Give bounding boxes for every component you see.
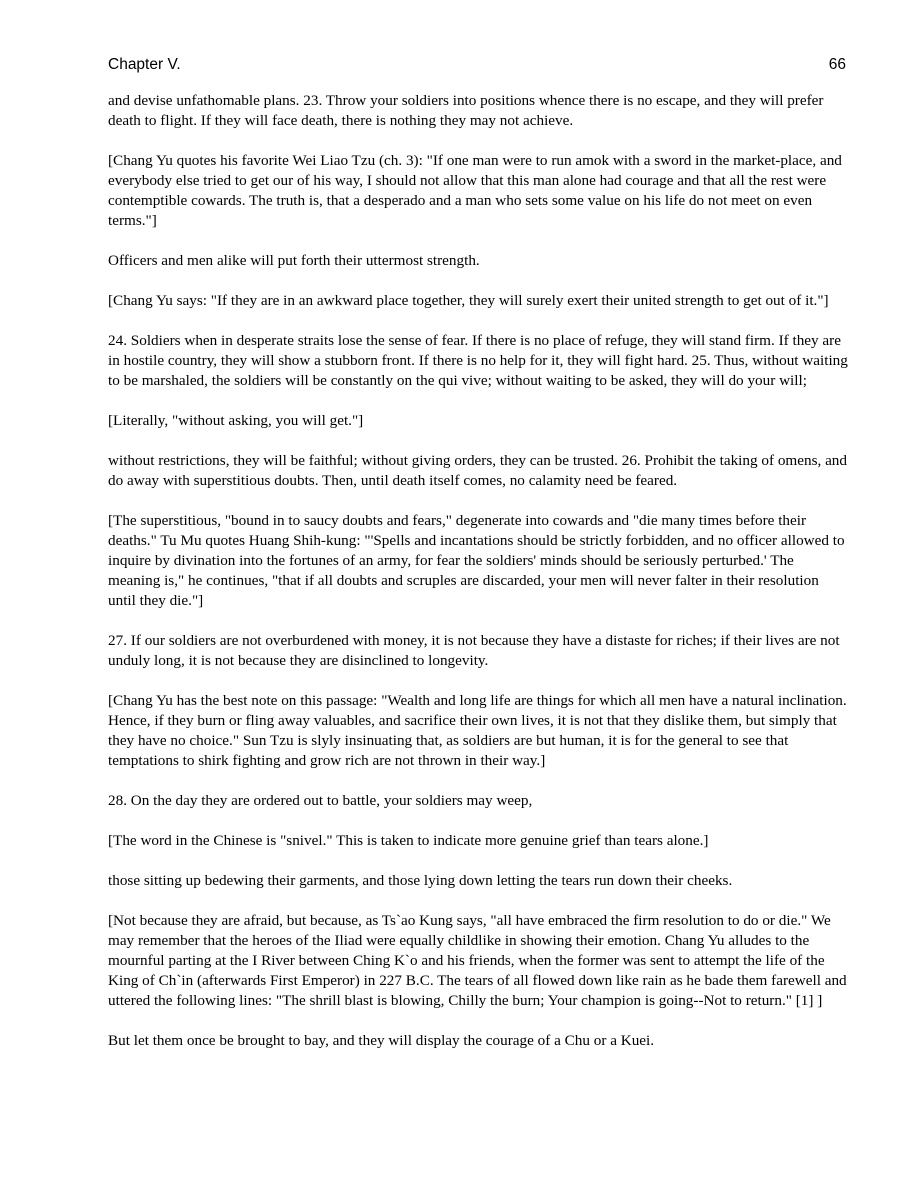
chapter-title: Chapter V.: [108, 56, 181, 73]
paragraph-5: 24. Soldiers when in desperate straits lose the sense of fear. If there is no place of refuge, they will stand firm. If they are in hostile country, they will show a stubborn front. If there is no help for it, they will fight hard. 25. Thus, without waiting to be marshaled, the soldiers will be constantly on the qui vive; without waiting to be asked, they will do your will;: [108, 332, 848, 389]
paragraph-9: 27. If our soldiers are not overburdened with money, it is not because they have a distaste for riches; if their lives are not unduly long, it is not because they are disinclined to longevity.: [108, 632, 840, 669]
paragraph-11: 28. On the day they are ordered out to battle, your soldiers may weep,: [108, 792, 533, 809]
paragraph-7: without restrictions, they will be faithful; without giving orders, they can be trusted. 26. Prohibit the taking of omens, and do away with superstitious doubts. Then, until death itself comes, no calamity need be feared.: [108, 452, 847, 489]
paragraph-14: [Not because they are afraid, but because, as Ts`ao Kung says, "all have embraced the firm resolution to do or die." We may remember that the heroes of the Iliad were equally childlike in showing their emotion. Chang Yu alludes to the mournful parting at the I River between Ching K`o and his friends, when the former was sent to attempt the life of the King of Ch`in (afterwards First Emperor) in 227 B.C. The tears of all flowed down like rain as he bade them farewell and uttered the following lines: "The shrill blast is blowing, Chilly the burn; Your champion is going--Not to return." [1] ]: [108, 912, 847, 1009]
paragraph-6: [Literally, "without asking, you will get."]: [108, 412, 364, 429]
paragraph-2: [Chang Yu quotes his favorite Wei Liao Tzu (ch. 3): "If one man were to run amok with a sword in the market-place, and everybody else tried to get our of his way, I should not allow that this man alone had courage and that all the rest were contemptible cowards. The truth is, that a desperado and a man who sets some value on his life do not meet on even terms."]: [108, 152, 842, 229]
paragraph-15: But let them once be brought to bay, and they will display the courage of a Chu or a Kuei.: [108, 1032, 655, 1049]
paragraph-12: [The word in the Chinese is "snivel." This is taken to indicate more genuine grief than tears alone.]: [108, 832, 709, 849]
paragraph-8: [The superstitious, "bound in to saucy doubts and fears," degenerate into cowards and "die many times before their deaths." Tu Mu quotes Huang Shih-kung: "'Spells and incantations should be strictly forbidden, and no officer allowed to inquire by divination into the fortunes of an army, for fear the soldiers' minds should be seriously perturbed.' The meaning is," he continues, "that if all doubts and scruples are discarded, your men will never falter in their resolution until they die."]: [108, 512, 845, 609]
document-body: [108, 91, 848, 1071]
paragraph-3: Officers and men alike will put forth their uttermost strength.: [108, 252, 480, 269]
page-header: [108, 56, 846, 78]
page-number: 66: [828, 56, 846, 73]
paragraph-13: those sitting up bedewing their garments, and those lying down letting the tears run down their cheeks.: [108, 872, 733, 889]
paragraph-10: [Chang Yu has the best note on this passage: "Wealth and long life are things for which all men have a natural inclination. Hence, if they burn or fling away valuables, and sacrifice their own lives, it is not that they dislike them, but simply that they have no choice." Sun Tzu is slyly insinuating that, as soldiers are but human, it is for the general to see that temptations to shirk fighting and grow rich are not thrown in their way.]: [108, 692, 847, 769]
paragraph-1: and devise unfathomable plans. 23. Throw your soldiers into positions whence there is no escape, and they will prefer death to flight. If they will face death, there is nothing they may not achieve.: [108, 92, 824, 129]
paragraph-4: [Chang Yu says: "If they are in an awkward place together, they will surely exert their united strength to get out of it."]: [108, 292, 829, 309]
